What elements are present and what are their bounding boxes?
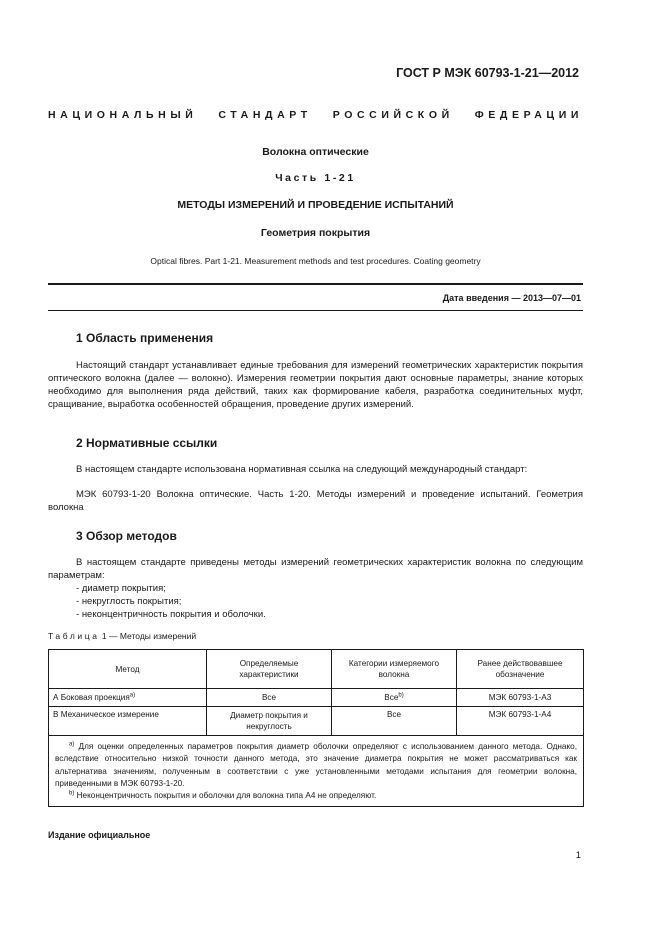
title-english: Optical fibres. Part 1-21. Measurement methods and test procedures. Coating geometry (150, 256, 481, 266)
table-cell-characteristics: Диаметр покрытия и некруглость (207, 707, 332, 736)
table-notes (49, 736, 584, 807)
section-1-heading: 1 Область применения (76, 331, 214, 345)
category-text: Все (384, 693, 399, 702)
note-a (55, 741, 577, 790)
table-caption-word: Таблица (48, 631, 100, 641)
footnote-mark: а) (69, 741, 75, 748)
divider-bottom (48, 310, 583, 311)
note-a-text: Для оценки определенных параметров покрытия диаметр оболочки определяют с использованием данного метода. Однако, вследствие относительно низкой точности данного метода, это значение диаметра покрытия не может рассматриваться как альтернатива значениям, полученным в соответствии с уже установленными методами испытания для геометрии волокна, приведенными в МЭК 60793-1-20. (55, 742, 577, 788)
list-item: - некруглость покрытия; (76, 595, 266, 608)
national-standard-banner (48, 109, 583, 121)
title-part: Часть 1-21 (275, 172, 356, 184)
methods-table (48, 649, 584, 807)
footnote-mark: b) (398, 692, 404, 699)
section-3-text: В настоящем стандарте приведены методы измерений геометрических характеристик волокна по следующим параметрам: (48, 557, 583, 581)
table-cell-former: МЭК 60793-1-А3 (457, 689, 584, 707)
table-cell-method: В Механическое измерение (49, 707, 207, 736)
banner-word-4: ФЕДЕРАЦИИ (474, 109, 583, 121)
table-cell-category (332, 689, 457, 707)
table-header-row (49, 650, 584, 689)
table-cell-category: Все (332, 707, 457, 736)
table-header-cell: Категории измеряемого волокна (332, 650, 457, 689)
section-1-text: Настоящий стандарт устанавливает единые требования для измерений геометрических характеристик покрытия оптического волокна (далее — волокно). Измерения геометрии покрытия дают основные параметры, знание которых необходимо для выполнения ряда действий, таких как формирование кабеля, разработка соединительных муфт, сращивание, выработка особенностей обращения, проведение других измерений. (48, 360, 583, 410)
title-line-3: МЕТОДЫ ИЗМЕРЕНИЙ И ПРОВЕДЕНИЕ ИСПЫТАНИЙ (177, 199, 454, 211)
section-2-heading: 2 Нормативные ссылки (76, 436, 218, 450)
table-row (49, 689, 584, 707)
title-line-4: Геометрия покрытия (260, 227, 371, 239)
banner-word-1: НАЦИОНАЛЬНЫЙ (48, 109, 198, 121)
table-caption-text: 1 — Методы измерений (101, 631, 197, 641)
list-item: - неконцентричность покрытия и оболочки. (76, 608, 266, 621)
table-header-cell: Метод (49, 650, 207, 689)
page-number: 1 (575, 850, 581, 861)
footnote-mark: b) (69, 790, 75, 797)
method-text: А Боковая проекция (53, 693, 130, 702)
note-b (55, 790, 577, 802)
table-cell-method (49, 689, 207, 707)
edition-label: Издание официальное (48, 830, 151, 840)
divider-top (48, 283, 583, 285)
note-b-text: Неконцентричность покрытия и оболочки для волокна типа А4 не определяют. (76, 791, 377, 801)
banner-word-2: СТАНДАРТ (218, 109, 312, 121)
banner-word-3: РОССИЙСКОЙ (332, 109, 454, 121)
intro-date: Дата введения — 2013—07—01 (442, 293, 581, 303)
document-code: ГОСТ Р МЭК 60793-1-21—2012 (396, 66, 579, 80)
footnote-mark: а) (129, 692, 136, 699)
table-header-cell: Определяемые характеристики (207, 650, 332, 689)
section-3-heading: 3 Обзор методов (76, 529, 177, 543)
table-row (49, 707, 584, 736)
table-header-cell: Ранее действовавшее обозначение (457, 650, 584, 689)
title-line-1: Волокна оптические (262, 146, 369, 158)
table-cell-characteristics: Все (207, 689, 332, 707)
table-notes-row (49, 736, 584, 807)
table-caption (48, 631, 196, 641)
table-cell-former: МЭК 60793-1-А4 (457, 707, 584, 736)
section-2-reference: МЭК 60793-1-20 Волокна оптические. Часть 1-20. Методы измерений и проведение испытаний. Геометрия волокна (48, 489, 583, 513)
section-3-list (76, 582, 266, 621)
section-2-text: В настоящем стандарте использована нормативная ссылка на следующий международный стандарт: (76, 464, 528, 475)
list-item: - диаметр покрытия; (76, 582, 266, 595)
